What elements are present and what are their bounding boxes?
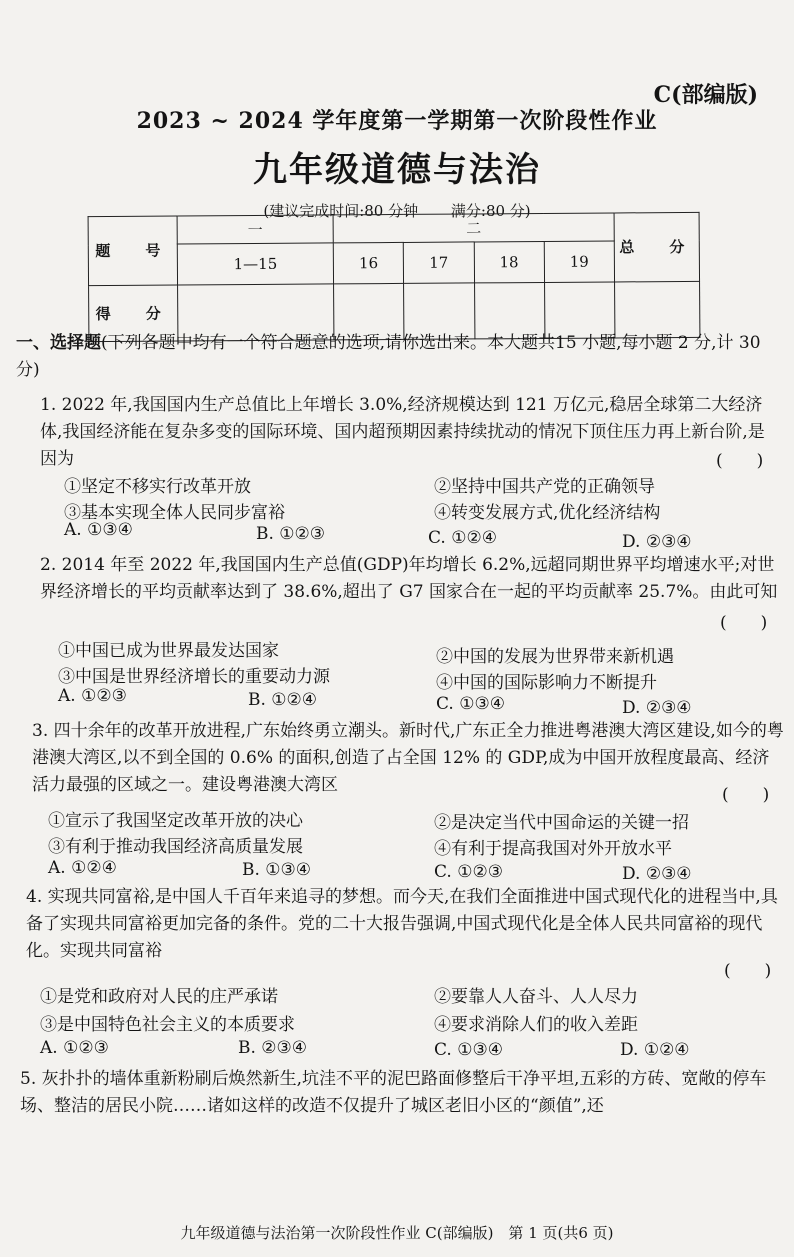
part-one-header: 一 [177, 215, 333, 244]
exam-title: 九年级道德与法治 [253, 150, 541, 190]
page-footer: 九年级道德与法治第一次阶段性作业 C(部编版) 第 1 页(共6 页) [180, 1224, 614, 1242]
score-note: 满分:80 分) [450, 202, 531, 220]
statement-4: ④有利于提高我国对外开放水平 [434, 839, 672, 859]
answer-blank[interactable]: ( ) [716, 451, 764, 471]
col-16: 16 [333, 243, 404, 284]
statement-1: ①宣示了我国坚定改革开放的决心 [48, 811, 303, 831]
statement-4: ④转变发展方式,优化经济结构 [434, 503, 661, 523]
question-stem: 1. 2022 年,我国国内生产总值比上年增长 3.0%,经济规模达到 121 万亿元,稳居全球第二大经济体,我国经济能在复杂多变的国际环境、国内超预期因素持续扰动的情况下顶住压力再上新台阶,是因为 [40, 395, 765, 469]
statement-2: ②中国的发展为世界带来新机遇 [436, 647, 674, 667]
total-label: 总 分 [614, 212, 699, 281]
part-two-header: 二 [333, 213, 614, 243]
question-stem: 3. 四十余年的改革开放进程,广东始终勇立潮头。新时代,广东正全力推进粤港澳大湾区建设,如今的粤港澳大湾区,以不到全国的 0.6% 的面积,创造了占全国 12% 的 GDP,成为中国开放程度最高、经济活力最强的区域之一。建设粤港澳大湾区 [32, 721, 784, 795]
choice-a[interactable]: A. ①②③ [40, 1038, 109, 1058]
statement-3: ③基本实现全体人民同步富裕 [64, 503, 285, 523]
col-18: 18 [474, 242, 545, 283]
question-stem: 2. 2014 年至 2022 年,我国国内生产总值(GDP)年均增长 6.2%,远超同期世界平均增速水平;对世界经济增长的平均贡献率达到了 38.6%,超出了 G7 国家合在一起的平均贡献率 25.7%。由此可知 [40, 555, 778, 602]
question-number-label: 题 号 [88, 216, 177, 285]
question-2 [40, 552, 780, 606]
answer-blank[interactable]: ( ) [722, 785, 770, 805]
choice-c[interactable]: C. ①③④ [436, 694, 505, 714]
choice-c[interactable]: C. ①②④ [428, 528, 497, 548]
choice-b[interactable]: B. ①②③ [256, 524, 326, 544]
question-1 [40, 392, 780, 473]
statement-4: ④中国的国际影响力不断提升 [436, 673, 657, 693]
statement-1: ①中国已成为世界最发达国家 [58, 641, 279, 661]
statement-2: ②是决定当代中国命运的关键一招 [434, 813, 689, 833]
choice-d[interactable]: D. ②③④ [622, 532, 692, 552]
statement-4: ④要求消除人们的收入差距 [434, 1015, 638, 1035]
section-title: 一、选择题 [16, 333, 101, 353]
choice-d[interactable]: D. ①②④ [620, 1040, 690, 1060]
question-stem: 4. 实现共同富裕,是中国人千百年来追寻的梦想。而今天,在我们全面推进中国式现代化的进程当中,具备了实现共同富裕更加完备的条件。党的二十大报告强调,中国式现代化是全体人民共同富裕的现代化。实现共同富裕 [26, 887, 778, 961]
score-label: 得 分 [89, 285, 178, 342]
section-heading [16, 330, 780, 384]
choice-d[interactable]: D. ②③④ [622, 864, 692, 884]
edition-label: C(部编版) [653, 82, 758, 108]
col-17: 17 [404, 242, 475, 283]
question-5 [20, 1066, 784, 1120]
choice-a[interactable]: A. ①③④ [64, 520, 133, 540]
exam-subtitle: 2023 ~ 2024 学年度第一学期第一次阶段性作业 [136, 108, 658, 134]
statement-3: ③是中国特色社会主义的本质要求 [40, 1015, 295, 1035]
col-1-15: 1—15 [177, 243, 333, 284]
question-stem: 5. 灰扑扑的墙体重新粉刷后焕然新生,坑洼不平的泥巴路面修整后干净平坦,五彩的方砖、宽敞的停车场、整洁的居民小院……诸如这样的改造不仅提升了城区老旧小区的“颜值”,还 [20, 1069, 767, 1116]
question-3 [32, 718, 784, 799]
choice-b[interactable]: B. ②③④ [238, 1038, 308, 1058]
statement-2: ②坚持中国共产党的正确领导 [434, 477, 655, 497]
section-instruction: (下列各题中均有一个符合题意的选项,请你选出来。本大题共15 小题,每小题 2 分,计 30 分) [16, 333, 761, 380]
col-19: 19 [544, 241, 615, 282]
choice-b[interactable]: B. ①②④ [248, 690, 318, 710]
answer-blank[interactable]: ( ) [720, 613, 768, 633]
question-4 [26, 884, 784, 965]
score-table [88, 212, 701, 342]
time-note: (建议完成时间:80 分钟 [263, 202, 419, 220]
statement-3: ③中国是世界经济增长的重要动力源 [58, 667, 330, 687]
choice-d[interactable]: D. ②③④ [622, 698, 692, 718]
statement-3: ③有利于推动我国经济高质量发展 [48, 837, 303, 857]
choice-c[interactable]: C. ①③④ [434, 1040, 503, 1060]
choice-b[interactable]: B. ①③④ [242, 860, 312, 880]
answer-blank[interactable]: ( ) [724, 961, 772, 981]
statement-1: ①坚定不移实行改革开放 [64, 477, 251, 497]
statement-1: ①是党和政府对人民的庄严承诺 [40, 987, 278, 1007]
statement-2: ②要靠人人奋斗、人人尽力 [434, 987, 638, 1007]
choice-c[interactable]: C. ①②③ [434, 862, 503, 882]
choice-a[interactable]: A. ①②③ [58, 686, 127, 706]
choice-a[interactable]: A. ①②④ [48, 858, 117, 878]
